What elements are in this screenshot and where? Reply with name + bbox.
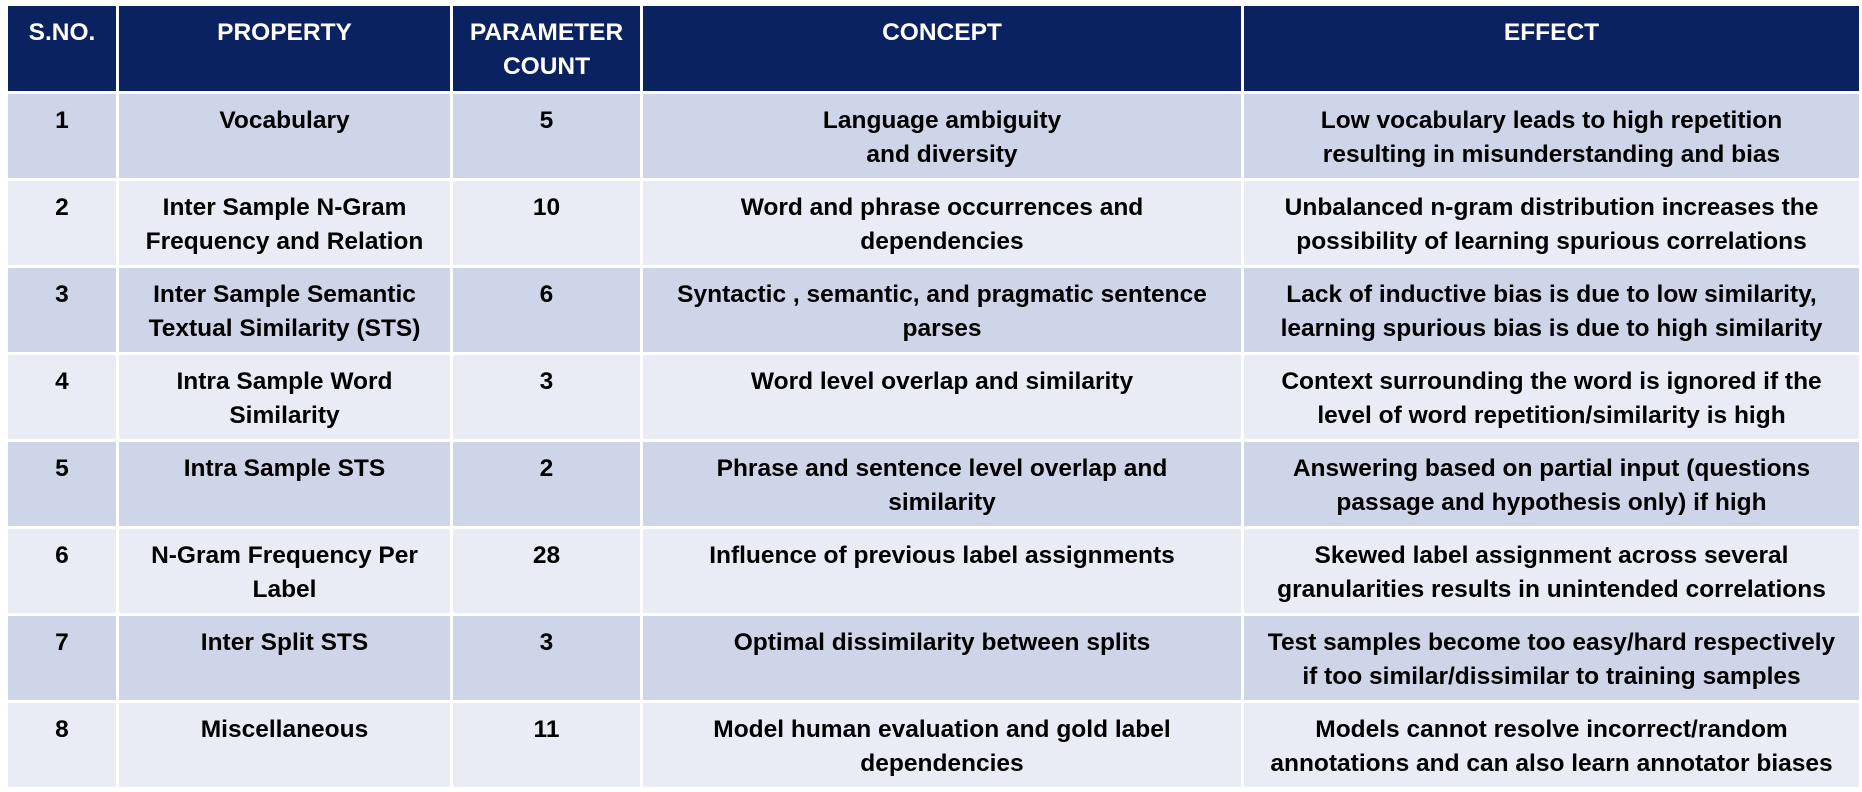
header-parameter-count: PARAMETER COUNT [452,5,642,93]
header-sno: S.NO. [7,5,118,93]
cell-concept: Word level overlap and similarity [642,354,1243,441]
cell-sno: 5 [7,441,118,528]
cell-property: Inter Split STS [118,615,452,702]
cell-sno: 3 [7,267,118,354]
cell-effect: Test samples become too easy/hard respectively if too similar/dissimilar to training samples [1243,615,1861,702]
cell-sno: 7 [7,615,118,702]
cell-count: 5 [452,93,642,180]
properties-table [5,3,1862,790]
table-row [7,702,1861,789]
cell-effect: Models cannot resolve incorrect/random annotations and can also learn annotator biases [1243,702,1861,789]
table-row [7,267,1861,354]
header-property: PROPERTY [118,5,452,93]
cell-sno: 1 [7,93,118,180]
cell-effect: Skewed label assignment across several granularities results in unintended correlations [1243,528,1861,615]
cell-property: Vocabulary [118,93,452,180]
header-effect: EFFECT [1243,5,1861,93]
cell-concept: Phrase and sentence level overlap and similarity [642,441,1243,528]
cell-effect: Low vocabulary leads to high repetition resulting in misunderstanding and bias [1243,93,1861,180]
table-header-row [7,5,1861,93]
cell-count: 3 [452,354,642,441]
header-concept: CONCEPT [642,5,1243,93]
cell-sno: 4 [7,354,118,441]
cell-count: 28 [452,528,642,615]
cell-sno: 8 [7,702,118,789]
cell-property: Inter Sample Semantic Textual Similarity (STS) [118,267,452,354]
cell-count: 3 [452,615,642,702]
cell-property: Intra Sample Word Similarity [118,354,452,441]
table-row [7,354,1861,441]
table-row [7,180,1861,267]
cell-property: Intra Sample STS [118,441,452,528]
cell-effect: Unbalanced n-gram distribution increases the possibility of learning spurious correlations [1243,180,1861,267]
cell-concept: Word and phrase occurrences and dependencies [642,180,1243,267]
cell-concept: Syntactic , semantic, and pragmatic sentence parses [642,267,1243,354]
cell-property: Inter Sample N-Gram Frequency and Relation [118,180,452,267]
cell-count: 10 [452,180,642,267]
cell-concept: Language ambiguity and diversity [642,93,1243,180]
cell-property: Miscellaneous [118,702,452,789]
cell-concept: Model human evaluation and gold label dependencies [642,702,1243,789]
table-row [7,441,1861,528]
cell-count: 2 [452,441,642,528]
table-row [7,528,1861,615]
cell-count: 6 [452,267,642,354]
cell-effect: Answering based on partial input (questions passage and hypothesis only) if high [1243,441,1861,528]
cell-concept: Optimal dissimilarity between splits [642,615,1243,702]
cell-count: 11 [452,702,642,789]
cell-concept: Influence of previous label assignments [642,528,1243,615]
cell-property: N-Gram Frequency Per Label [118,528,452,615]
cell-sno: 6 [7,528,118,615]
cell-effect: Lack of inductive bias is due to low similarity, learning spurious bias is due to high similarity [1243,267,1861,354]
table-row [7,615,1861,702]
cell-sno: 2 [7,180,118,267]
cell-effect: Context surrounding the word is ignored if the level of word repetition/similarity is high [1243,354,1861,441]
table-row [7,93,1861,180]
properties-table-container [5,3,1859,790]
